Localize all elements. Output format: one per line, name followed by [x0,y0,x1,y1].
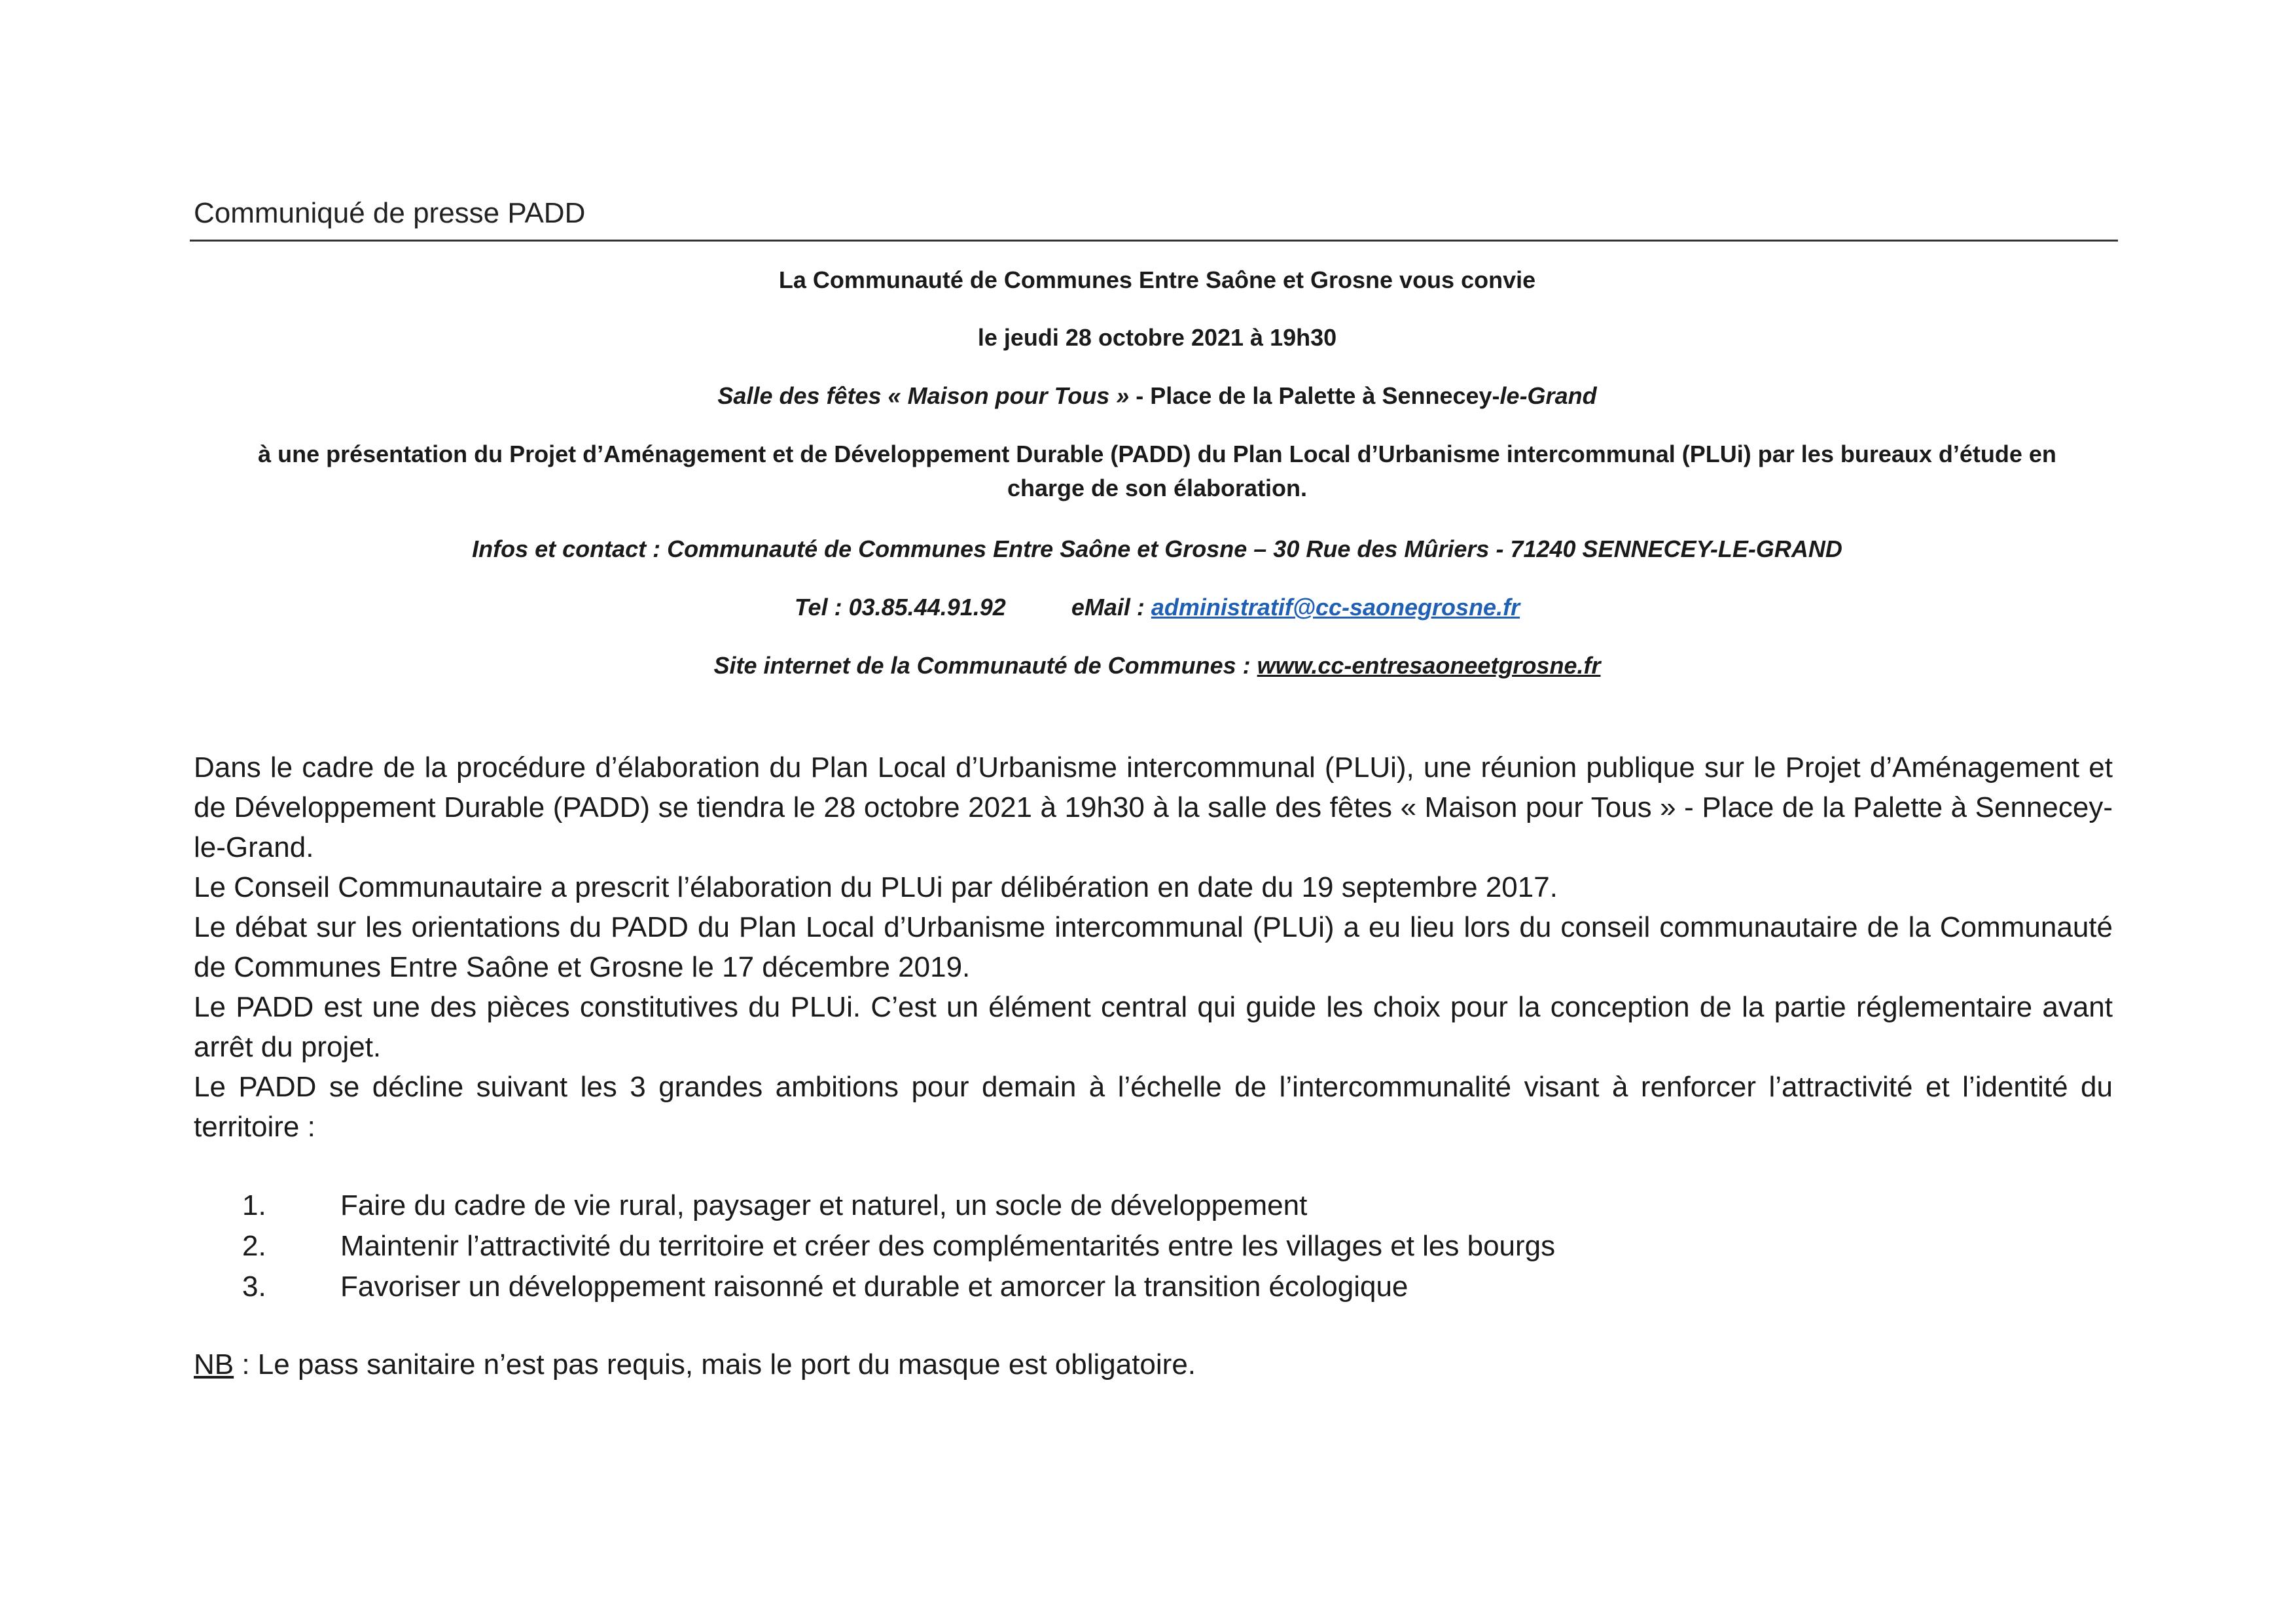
contact-address-line: Infos et contact : Communauté de Communes Entre Saône et Grosne – 30 Rue des Mûriers - 71240 SENNECEY-LE-GRAND [472,535,1842,562]
tel-email-block [223,590,2092,624]
list-item-text: Faire du cadre de vie rural, paysager et naturel, un socle de développement [340,1189,1308,1221]
invitation-venue-line [223,379,2092,413]
header-divider [190,240,2118,242]
invitation-purpose-block [223,437,2092,505]
venue-name: Salle des fêtes « Maison pour Tous » [717,382,1130,409]
website-line [223,649,2092,683]
website-label: Site internet de la Communauté de Communes : [713,652,1257,679]
body-paragraph-1: Dans le cadre de la procédure d’élaboration du Plan Local d’Urbanisme intercommunal (PLUi), une réunion publique sur le Projet d’Aménagement et de Développement Durable (PADD) se tiendra le 28 octobre 2021 à 19h30 à la salle des fêtes « Maison pour Tous » - Place de la Palette à Sennecey-le-Grand. [194,751,2113,863]
note-line [194,1345,1196,1384]
body-paragraph-2: Le Conseil Communautaire a prescrit l’élaboration du PLUi par délibération en date du 19 septembre 2017. [194,871,1558,903]
invitation-line-host [223,263,2092,297]
list-item-text: Favoriser un développement raisonné et durable et amorcer la transition écologique [340,1271,1408,1303]
invitation-host-line: La Communauté de Communes Entre Saône et Grosne vous convie [778,266,1536,293]
note-text: : Le pass sanitaire n’est pas requis, mais le port du masque est obligatoire. [234,1348,1196,1380]
venue-place: - Place de la Palette à Sennecey- [1129,382,1500,409]
email-link[interactable]: administratif@cc-saonegrosne.fr [1151,594,1520,621]
invitation-date-block [223,321,2092,355]
invitation-purpose-line-1: à une présentation du Projet d’Aménagement et de Développement Durable (PADD) du Plan Local d’Urbanisme intercommunal (PLUi) par les bureaux d’étude en [258,441,2056,467]
website-block [223,649,2092,683]
list-item [242,1185,2075,1226]
invitation-venue-block [223,379,2092,413]
telephone-number: Tel : 03.85.44.91.92 [794,594,1006,621]
list-item-number: 1. [242,1189,266,1221]
list-item-number: 2. [242,1230,266,1262]
list-item-text: Maintenir l’attractivité du territoire et créer des complémentarités entre les villages et les bourgs [340,1230,1556,1262]
list-item-number: 3. [242,1271,266,1303]
body-paragraph-5: Le PADD se décline suivant les 3 grandes ambitions pour demain à l’échelle de l’intercommunalité visant à renforcer l’attractivité et l’identité du territoire : [194,1071,2113,1143]
list-item [242,1226,2075,1267]
email-label: eMail : [1071,594,1151,621]
tel-email-line [223,590,2092,624]
body-paragraph-3: Le débat sur les orientations du PADD du Plan Local d’Urbanisme intercommunal (PLUi) a eu lieu lors du conseil communautaire de la Communauté de Communes Entre Saône et Grosne le 17 décembre 2019. [194,911,2113,983]
note-label: NB [194,1348,234,1380]
ambitions-list [242,1185,2075,1307]
invitation-date-line: le jeudi 28 octobre 2021 à 19h30 [977,324,1337,351]
website-link[interactable]: www.cc-entresaoneetgrosne.fr [1257,652,1601,679]
list-item [242,1267,2075,1307]
invitation-purpose-line-2: charge de son élaboration. [1007,475,1308,501]
venue-town-suffix: le-Grand [1499,382,1597,409]
contact-block [223,532,2092,566]
document-header-title: Communiqué de presse PADD [194,197,586,229]
body-paragraph-4: Le PADD est une des pièces constitutives du PLUi. C’est un élément central qui guide les choix pour la conception de la partie réglementaire avant arrêt du projet. [194,991,2113,1063]
